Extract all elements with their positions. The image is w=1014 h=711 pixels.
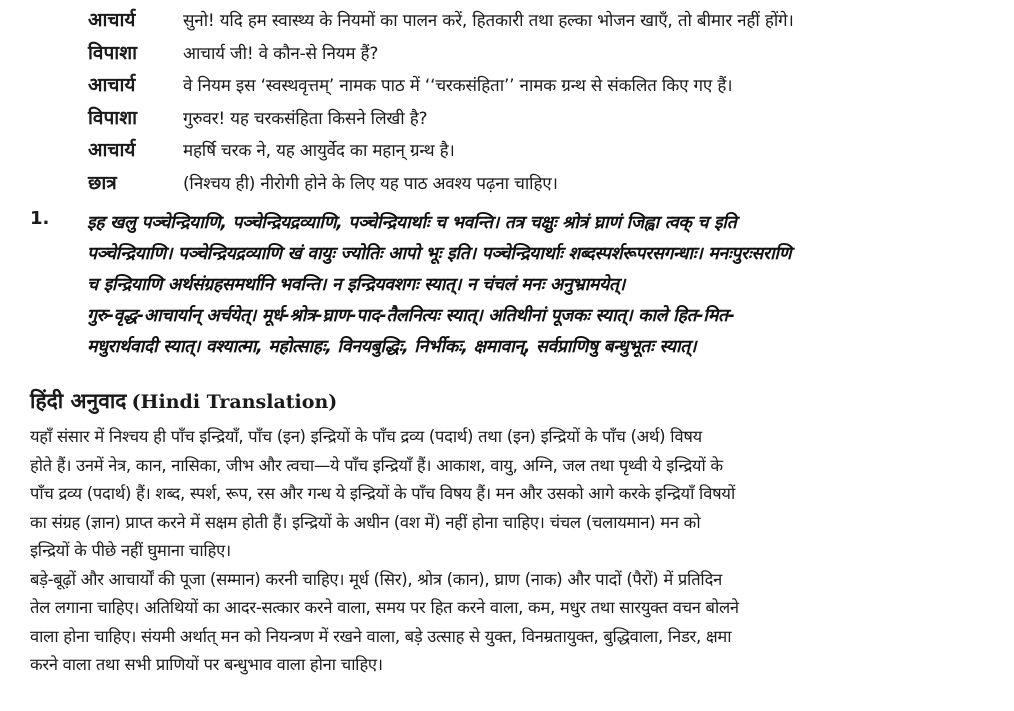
speaker-name: आचार्य — [88, 139, 136, 161]
dialogue-line: आचार्य जी! वे कौन-से नियम हैं? — [183, 43, 379, 64]
translation-heading — [30, 387, 337, 415]
dialogue-row — [88, 39, 1004, 72]
speaker-name: आचार्य — [88, 9, 136, 31]
dialogue-section — [88, 6, 1004, 201]
translation-line: इन्द्रियों के पीछे नहीं घुमाना चाहिए। — [30, 541, 231, 560]
dialogue-row — [88, 169, 1004, 202]
translation-line: वाला होना चाहिए। संयमी अर्थात् मन को नियन्त्रण में रखने वाला, बड़े उत्साह से युक्त, विनम्रतायुक्त, बुद्धिवाला, निडर, क्षमा — [30, 626, 732, 646]
translation-line: यहाँ संसार में निश्चय ही पाँच इन्द्रियाँ, पाँच (इन) इन्द्रियों के पाँच द्रव्य (पदार्थ) तथा (इन) इन्द्रियों के पाँच (अर्थ) विषय — [30, 427, 702, 446]
translation-line: का संग्रह (ज्ञान) प्राप्त करने में सक्षम होती हैं। इन्द्रियों के अधीन (वश में) नहीं होना चाहिए। चंचल (चलायमान) मन को — [30, 512, 701, 532]
shloka-paragraph — [87, 208, 1005, 363]
translation-line: बड़े-बूढ़ों और आचार्यों की पूजा (सम्मान) करनी चाहिए। मूर्ध (सिर), श्रोत्र (कान), घ्राण (नाक) और पादों (पैरों) में प्रतिदिन — [30, 569, 722, 589]
dialogue-line: वे नियम इस ‘स्वस्थवृत्तम्’ नामक पाठ में ‘‘चरकसंहिता’’ नामक ग्रन्थ से संकलित किए गए हैं। — [183, 76, 733, 96]
heading-english: (Hindi Translation) — [131, 391, 338, 413]
shloka-number: 1. — [30, 208, 50, 229]
translation-line: पाँच द्रव्य (पदार्थ) हैं। शब्द, स्पर्श, रूप, रस और गन्ध ये इन्द्रियों के पाँच विषय हैं। मन और उसको आगे करके इन्द्रियाँ विषयों — [30, 484, 735, 503]
heading-hindi: हिंदी अनुवाद — [30, 389, 127, 413]
translation-section — [30, 423, 1005, 680]
shloka-line: च इन्द्रियाणि अर्थसंग्रहसमर्थानि भवन्ति। न इन्द्रियवशगः स्यात्। न चंचलं मनः अनुभ्रामयेत्। — [87, 275, 625, 295]
dialogue-line: सुनो! यदि हम स्वास्थ्य के नियमों का पालन करें, हितकारी तथा हल्का भोजन खाएँ, तो बीमार नहीं होंगे। — [183, 11, 794, 31]
translation-line: होते हैं। उनमें नेत्र, कान, नासिका, जीभ और त्वचा—ये पाँच इन्द्रियाँ हैं। आकाश, वायु, अग्नि, जल तथा पृथ्वी ये इन्द्रियों के — [30, 455, 723, 475]
speaker-name: विपाशा — [88, 41, 138, 64]
dialogue-row — [88, 136, 1004, 169]
dialogue-line: महर्षि चरक ने, यह आयुर्वेद का महान् ग्रन्थ है। — [183, 141, 455, 161]
dialogue-row — [88, 71, 1004, 104]
shloka-line: मधुरार्थवादी स्यात्। वश्यात्मा, महोत्साहः, विनयबुद्धिः, निर्भीकः, क्षमावान्, सर्वप्राणिषु बन्धुभूतः स्यात्। — [87, 337, 697, 357]
translation-line: तेल लगाना चाहिए। अतिथियों का आदर-सत्कार करने वाला, समय पर हित करने वाला, कम, मधुर तथा सारयुक्त वचन बोलने — [30, 598, 739, 617]
shloka-line: इह खलु पञ्चेन्द्रियाणि, पञ्चेन्द्रियद्रव्याणि, पञ्चेन्द्रियार्थाः च भवन्ति। तत्र चक्षुः श्रोत्रं घ्राणं जिह्वा त्वक् च इति — [87, 213, 737, 233]
speaker-name: छात्र — [88, 171, 117, 194]
dialogue-line: गुरुवर! यह चरकसंहिता किसने लिखी है? — [183, 108, 428, 129]
speaker-name: विपाशा — [88, 106, 138, 129]
translation-line: करने वाला तथा सभी प्राणियों पर बन्धुभाव वाला होना चाहिए। — [30, 655, 383, 674]
dialogue-row — [88, 6, 1004, 39]
shloka-line: गुरु-वृद्ध-आचार्यान् अर्चयेत्। मूर्ध-श्रोत्र-घ्राण-पाद-तैलनित्यः स्यात्। अतिथीनां पूजकः स्यात्। काले हित-मित- — [87, 306, 735, 326]
speaker-name: आचार्य — [88, 74, 136, 96]
shloka-line: पञ्चेन्द्रियाणि। पञ्चेन्द्रियद्रव्याणि खं वायुः ज्योतिः आपो भूः इति। पञ्चेन्द्रियार्थाः शब्दस्पर्शरूपरसगन्धाः। मनःपुरःसराणि — [87, 244, 792, 264]
dialogue-row — [88, 104, 1004, 137]
dialogue-line: (निश्चय ही) नीरोगी होने के लिए यह पाठ अवश्य पढ़ना चाहिए। — [183, 173, 558, 194]
